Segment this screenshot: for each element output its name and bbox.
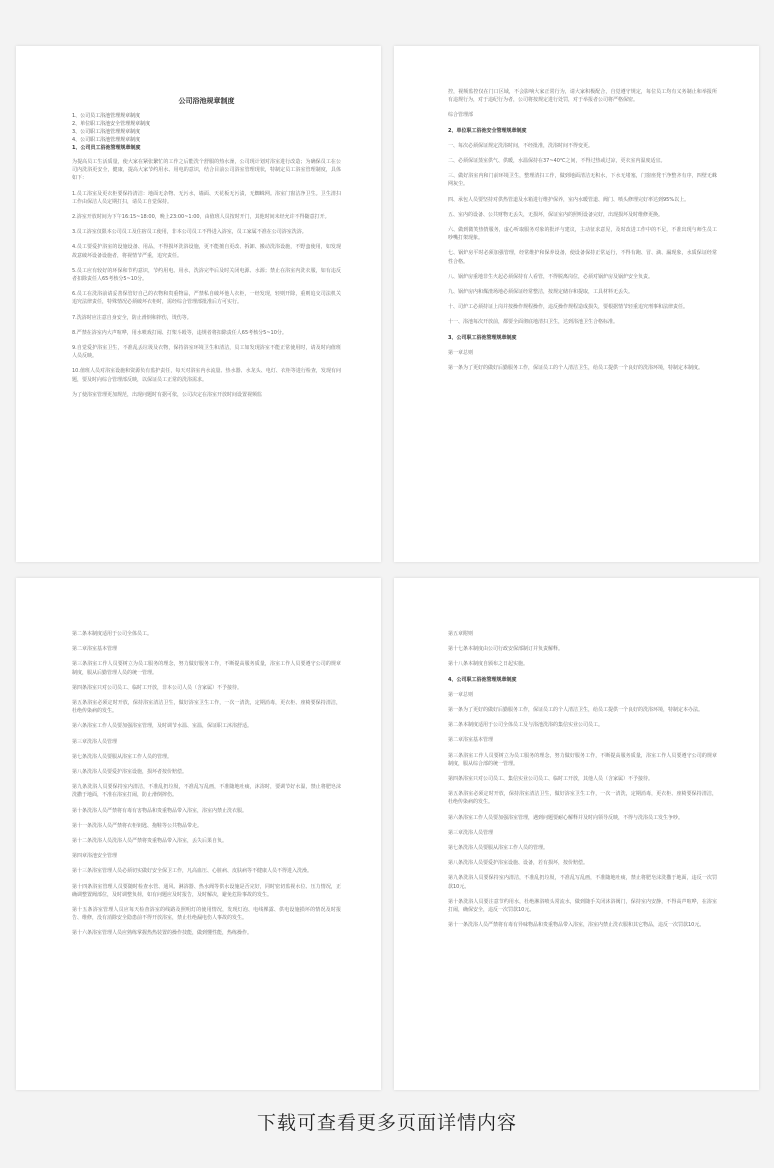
paragraph: 第五章附则 xyxy=(448,631,474,637)
document-page-2 xyxy=(394,46,759,562)
paragraph: 为提高员工生活质量，使大家在紧张繁忙的工作之后能洗个舒服的热水澡，公司现计划对浴室进行改造；为确保员工在公司内洗浴更安全，健康，提高大家节约用水、用电的意识，结合目前公司浴室管理现状，特制定员工浴室管理制度，具体如下： xyxy=(72,159,341,182)
paragraph: 第三章洗浴人员管理 xyxy=(72,738,118,745)
paragraph: 6.员工在洗浴前请妥善保管好自己的衣物和贵重物品，严禁私自破坏他人衣柜，一经发现，轻则开除，重则追交司法机关追究法律责任，特殊情况必须破坏衣柜时，需经综合管理部批准后方可实行。 xyxy=(72,291,341,306)
paragraph: 第二章浴室基本管理 xyxy=(72,646,118,653)
paragraph: 七、锅炉房平时必须加强管理，经常维护和保养设备，使设备保持正常运行，不得有跑、冒、滴、漏现象，水质保证经常性合格。 xyxy=(448,250,717,265)
paragraph: 第十二条洗浴人员洗浴人员严禁将贵重物品带入浴室，丢失后果自负。 xyxy=(72,838,228,845)
paragraph: 第六条浴室工作人员要加强浴室管理，遇到问题要耐心解释并及时向领导反映，不得与洗浴员工发生争吵。 xyxy=(448,814,684,821)
paragraph: 10.值班人员对浴室设施和资源负有监护责任，每天对浴室内水流量、热水器、水龙头、电灯、衣柜等进行检查，发现有问题，要及时向综合管理部反映，以保证员工正常的洗浴需求。 xyxy=(72,368,341,383)
paragraph: 第七条洗浴人员要服从浴室工作人员的管理。 xyxy=(72,753,173,760)
paragraph: 第八条洗浴人员要爱护浴室设施，损坏者按价赔偿。 xyxy=(72,769,188,776)
paragraph: 第五条浴室必须定时开放，保持浴室清洁卫生，做好浴室卫生工作，一次一清洗，定期消毒，更衣柜、座椅要保持清洁，杜绝传染病的发生。 xyxy=(448,791,717,806)
paragraph: 九、锅炉房内和煤渣场地必须保证经常整洁，按规定储存和提取，工具材料无丢失。 xyxy=(448,289,634,296)
paragraph: 第十一条洗浴人员严禁将有毒有异味物品和贵重物品带入浴室，浴室内禁止洗衣服和其它物品，违反一次罚款10元。 xyxy=(448,922,705,929)
paragraph: 9.自觉爱护浴室卫生，不准乱丢垃圾及衣物，保持浴室环境卫生和清洁，员工如发现浴室不能正常使用时，请及时向值班人员反映。 xyxy=(72,345,341,360)
paragraph: 第二条本制度适用于公司全体员工。 xyxy=(72,631,153,637)
paragraph: 第十条洗浴人员要注意节约用水，杜绝淋浴喷头常流水，做到随手关闭沐浴阀门，保持室内安静，不得高声喧哗，在浴室打闹，确保安全，违反一次罚款10元。 xyxy=(448,898,717,914)
paragraph: 第六条浴室工作人员要加强浴室管理，及时调节水温、室温，保证职工沐浴舒适。 xyxy=(72,723,253,730)
toc-item: 1、公司员工浴池管理规章制度 xyxy=(72,113,141,119)
paragraph: 第四条浴室只对公司员工、集信实业公司员工、临时工开放，其他人员（含家属）不予接待。 xyxy=(448,776,654,783)
paragraph: 第八条洗浴人员要爱护浴室设施、设备，若有损坏，按价赔偿。 xyxy=(448,860,589,867)
toc-item: 3、公司职工浴池管理规章制度 xyxy=(72,129,141,135)
paragraph: 第三章洗浴人员管理 xyxy=(448,829,494,836)
toc-item: 1、公司员工浴池管理规章制度 xyxy=(72,145,141,151)
section-heading: 2、单位职工浴池安全管理规章制度 xyxy=(448,127,527,134)
paragraph: 第十三条浴室管理人员必须切实做好安全保卫工作，凡高血压、心脏病、皮肤病等不健康人员不得进入洗澡。 xyxy=(72,868,313,875)
paragraph: 二、必须保证蒸室供气、供暖，水温保持在37~40℃之间，不得过热或过凉，更衣室内温度适宜。 xyxy=(448,158,666,165)
section-heading: 4、公司职工浴池管理规章制度 xyxy=(448,676,517,683)
page-body xyxy=(72,630,341,945)
paragraph: 第十条洗浴人员严禁将有毒有害物品和贵重物品带入浴室，浴室内禁止洗衣服。 xyxy=(72,807,248,814)
paragraph: 第十七条本制度由公司行政安保部制订并负责解释。 xyxy=(448,646,564,653)
paragraph: 控，视频监控仅在门口区域，不会影响大家正常行为，请大家积极配合，自觉遵守规定，每位员工均有义务制止和举报所有违规行为，对于违纪行为者，公司将按规定进行处罚，对于举报者公司将严格保密。 xyxy=(448,89,717,104)
document-page-3 xyxy=(16,578,381,1090)
paragraph: 4.员工要爱护浴室的设施设备、用品，不得损坏洗浴设施，更不能擅自更改、拆卸、搬动洗浴设施，不野蛮使用，如发现故意破坏设备设施者，将视情节严重，追究责任。 xyxy=(72,244,341,259)
paragraph: 7.洗浴时应注意自身安全，防止滑倒和摔伤，烫伤等。 xyxy=(72,314,192,321)
paragraph: 第三条浴室工作人员要树立为员工服务的理念，努力做好服务工作，不断提高服务质量，浴室工作人员要遵守公司的规章制度，服从综合部的统一管理。 xyxy=(448,752,717,767)
paragraph: 为了使浴室管理更加规范，出现问题时有据可依，公司决定在浴室开放时间设置视频监 xyxy=(72,391,263,398)
paragraph: 三、做好浴室内和门前环境卫生，整理清扫工作，做到地面清洁无积水，下水无堵塞，门窗座凳干净整齐有序，四壁无蛛网灰尘。 xyxy=(448,173,717,188)
document-page-4 xyxy=(394,578,759,1090)
paragraph: 第一章总则 xyxy=(448,349,474,356)
paragraph: 第四条浴室只对公司员工、临时工开放，非本公司人员（含家属）不予接待。 xyxy=(72,684,243,691)
paragraph: 五、室内的设备、公共财物无丢失，无损坏，保证室内的照明设备完好，出现损坏及时维修更换。 xyxy=(448,211,664,218)
paragraph: 第四章浴池安全管理 xyxy=(72,853,118,860)
paragraph: 六、做到微笑热情服务，虚心听取服务对象的批评与建议，主动征求意见，及时改进工作中的不足，不准出现与师生员工吵嘴打架现象。 xyxy=(448,227,717,242)
paragraph: 第二条本制度适用于公司全体员工及与浴池洗浴的集信实业公司员工。 xyxy=(448,722,604,729)
paragraph: 十、司炉工必须持证上岗并按操作规程操作，违反操作规程造成损失，要根据情节轻重追究刑事和法律责任。 xyxy=(448,304,689,311)
paragraph: 第十六条浴室管理人员应熟练掌握热热装置的操作技能，做到懂性能，热练操作。 xyxy=(72,930,253,937)
paragraph: 四、承包人员要坚持对供热管道及水箱进行维护保养，室内水暖管道、阀门、喷头修理完好率达到95%以上。 xyxy=(448,196,690,203)
paragraph: 3.员工浴室仅限本公司员工及住宿员工使用，非本公司员工不得进入浴室，员工家属不准在公司浴室洗浴。 xyxy=(72,229,307,236)
paragraph: 第十一条洗浴人员严禁将衣柜钥匙、拖鞋等公共物品带走。 xyxy=(72,822,203,829)
paragraph: 5.员工应有较好的环保和节约意识，节约用电、用水，洗浴完毕后及时关闭电源、水源；禁止在浴室内洗衣服，如有违反者扣除责任人65考核分5~10分。 xyxy=(72,267,341,283)
paragraph: 第十四条浴室管理人员要随时检查水管、通风、淋浴器、热水阀等供水设施是否完好，同时密切监视水位、压力情况，正确调整置阀部位，及时调整负荷，如有问题应及时报告，及时解决，避免危险事故的发生。 xyxy=(72,883,341,898)
paragraph: 第五条浴室必须定时开放，保持浴室清洁卫生，做好浴室卫生工作，一次一清洗，定期消毒，更衣柜、座椅要保持清洁，杜绝传染病的发生。 xyxy=(72,700,341,715)
paragraph: 八、锅炉房重地非生火起必须保持有人看管，不得脱离岗位，必须对锅炉房及锅炉安全负责。 xyxy=(448,273,654,280)
paragraph: 第三条浴室工作人员要树立为员工服务的理念，努力做好服务工作，不断提高服务质量，浴室工作人员要遵守公司的规章制度，服从后勤管理人员的统一管理。 xyxy=(72,661,341,676)
paragraph: 第一章总则 xyxy=(448,691,474,698)
download-prompt[interactable]: 下载可查看更多页面详情内容 xyxy=(256,1112,517,1134)
page-body xyxy=(72,158,341,399)
paragraph: 第十五条浴室管理人员应每天检查浴室的线路及照明灯的使用情况，发现灯泡、电线裸露、供电设施损坏的情况及时报告、维修，没有消除安全隐患前不得开放浴室，禁止杜绝漏电伤人事故的发生。 xyxy=(72,907,341,922)
paragraph: 8.严禁在浴室内大声喧哗，用水喷戏打闹、打架斗殴等，违规者将扣除责任人65考核分5~10分。 xyxy=(72,329,287,336)
paragraph: 1.员工浴室及更衣柜要保持清洁：地面无杂物、无污水，墙面、天花板无污渍，无蜘蛛网。浴室门窗洁净卫生。卫生清扫工作由保洁人员定期打扫，请员工自觉保持。 xyxy=(72,190,341,205)
paragraph: 综合管理部 xyxy=(448,112,474,119)
page-body xyxy=(448,88,717,379)
toc-item: 2、单位职工浴池安全管理规章制度 xyxy=(72,121,151,127)
paragraph: 第一条为了更好的做好后勤服务工作，保证员工的个人清洁卫生，给员工提供一个良好的洗浴环境，特制定本制度。 xyxy=(448,365,704,372)
paragraph: 2.浴室开放时间为下午16:15~18:00，晚上23:00~1:00，由值班人员按时开门，其他时间未经允许不得随意打开。 xyxy=(72,214,330,221)
table-of-contents xyxy=(72,112,341,152)
paragraph: 第九条洗浴人员要保持室内清洁，不准乱扔垃圾，不准乱写乱画，不准随地吐痰，禁止将肥皂沫洗撒于地面，违反一次罚款10元。 xyxy=(448,875,717,890)
paragraph: 一、每次必须保证规定洗浴时间，不经批准，洗浴时间不得变更。 xyxy=(448,142,594,149)
page-body xyxy=(448,630,717,936)
paragraph: 第一条为了更好的做好后勤服务工作，保证员工的个人清洁卫生，给员工提供一个良好的洗浴环境，特制定本办法。 xyxy=(448,707,704,714)
paragraph: 第二章浴室基本管理 xyxy=(448,737,494,744)
document-title: 公司浴池规章制度 xyxy=(178,97,235,105)
document-page-1 xyxy=(16,46,381,562)
paragraph: 第七条洗浴人员要服从浴室工作人员的管理。 xyxy=(448,845,549,852)
paragraph: 第十八条本制度自颁布之日起实施。 xyxy=(448,661,529,668)
toc-item: 4、公司职工浴池管理规章制度 xyxy=(72,137,141,143)
paragraph: 十一、浴池每次开放前，都要全面彻底地清扫卫生，达到浴池卫生合格标准。 xyxy=(448,319,619,326)
paragraph: 第九条洗浴人员要保持室内清洁，不准乱扔垃圾，不准乱写乱画，不准随地吐痰，沐浴时，要调节好水温，禁止将肥皂沫洗撒于地面，不准在浴室打闹，防止滑倒摔伤。 xyxy=(72,784,341,799)
section-heading: 3、公司职工浴池管理规章制度 xyxy=(448,334,517,341)
